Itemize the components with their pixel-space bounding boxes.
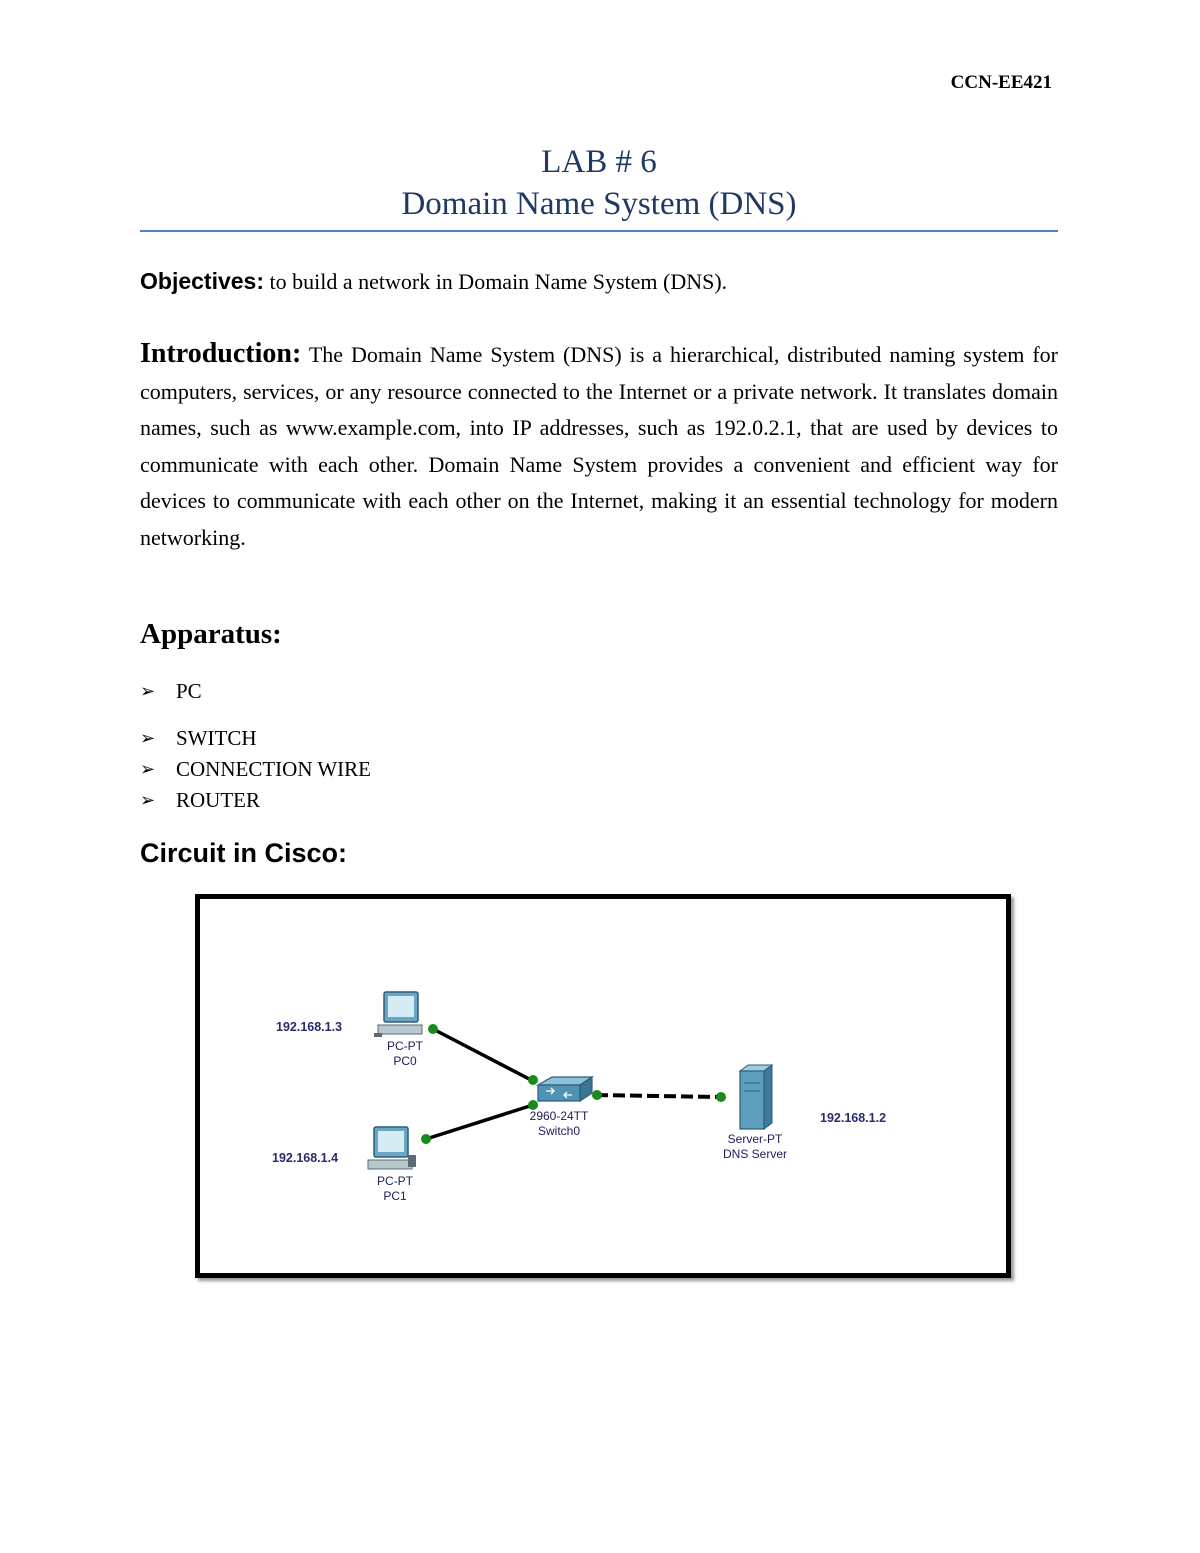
pc1-type-label: PC-PT [377, 1174, 413, 1188]
lab-title [140, 142, 1058, 226]
server-name-label: DNS Server [722, 1147, 788, 1161]
server-type-label: Server-PT [727, 1132, 783, 1146]
introduction-paragraph [140, 336, 1058, 556]
arrow-bullet-icon: ➢ [140, 728, 156, 749]
list-item [140, 785, 371, 816]
network-diagram [195, 894, 1011, 1278]
arrow-bullet-icon: ➢ [140, 681, 156, 702]
lab-number: LAB # 6 [541, 144, 657, 180]
port-indicator [528, 1075, 538, 1085]
port-indicator [421, 1134, 431, 1144]
switch-type-label: 2960-24TT [529, 1109, 589, 1123]
link-pc1-switch [423, 1105, 533, 1140]
pc0-icon [374, 992, 422, 1037]
circuit-heading: Circuit in Cisco: [140, 838, 348, 868]
list-item [140, 676, 371, 707]
switch-name-label: Switch0 [537, 1124, 581, 1138]
apparatus-list [140, 676, 371, 816]
list-item [140, 754, 371, 785]
server-ip-label: 192.168.1.2 [820, 1111, 887, 1125]
list-item [140, 723, 371, 754]
apparatus-item: ROUTER [176, 788, 260, 812]
server-icon [740, 1065, 772, 1129]
lab-topic: Domain Name System (DNS) [401, 186, 797, 222]
link-switch-server [596, 1095, 720, 1097]
port-indicator [592, 1090, 602, 1100]
apparatus-item: PC [176, 679, 202, 703]
title-divider [140, 230, 1058, 232]
introduction-label: Introduction: [140, 338, 302, 369]
pc0-name-label: PC0 [393, 1054, 417, 1068]
network-topology [200, 899, 1006, 1273]
apparatus-item: SWITCH [176, 726, 257, 750]
pc1-name-label: PC1 [383, 1189, 407, 1203]
pc0-ip-label: 192.168.1.3 [276, 1020, 343, 1034]
link-pc0-switch [433, 1029, 533, 1081]
objectives-paragraph [140, 268, 1058, 295]
apparatus-heading: Apparatus: [140, 618, 282, 650]
apparatus-item: CONNECTION WIRE [176, 757, 372, 781]
objectives-label: Objectives: [140, 268, 264, 294]
pc0-type-label: PC-PT [387, 1039, 423, 1053]
arrow-bullet-icon: ➢ [140, 759, 156, 780]
objectives-text: to build a network in Domain Name System (DNS). [264, 269, 728, 294]
port-indicator [716, 1092, 726, 1102]
switch-icon [538, 1077, 592, 1101]
port-indicator [428, 1024, 438, 1034]
document-code: CCN-EE421 [950, 72, 1052, 93]
arrow-bullet-icon: ➢ [140, 790, 156, 811]
pc1-ip-label: 192.168.1.4 [272, 1151, 339, 1165]
pc1-icon [368, 1127, 416, 1169]
introduction-text: The Domain Name System (DNS) is a hierarchical, distributed naming system for computers, services, or any resource connected to the Internet or a private network. It translates domain names, such as www.example.com, into IP addresses, such as 192.0.2.1, that are used by devices to communicate with each other. Domain Name System provides a convenient and efficient way for devices to communicate with each other on the Internet, making it an essential technology for modern networking. [140, 342, 1058, 550]
